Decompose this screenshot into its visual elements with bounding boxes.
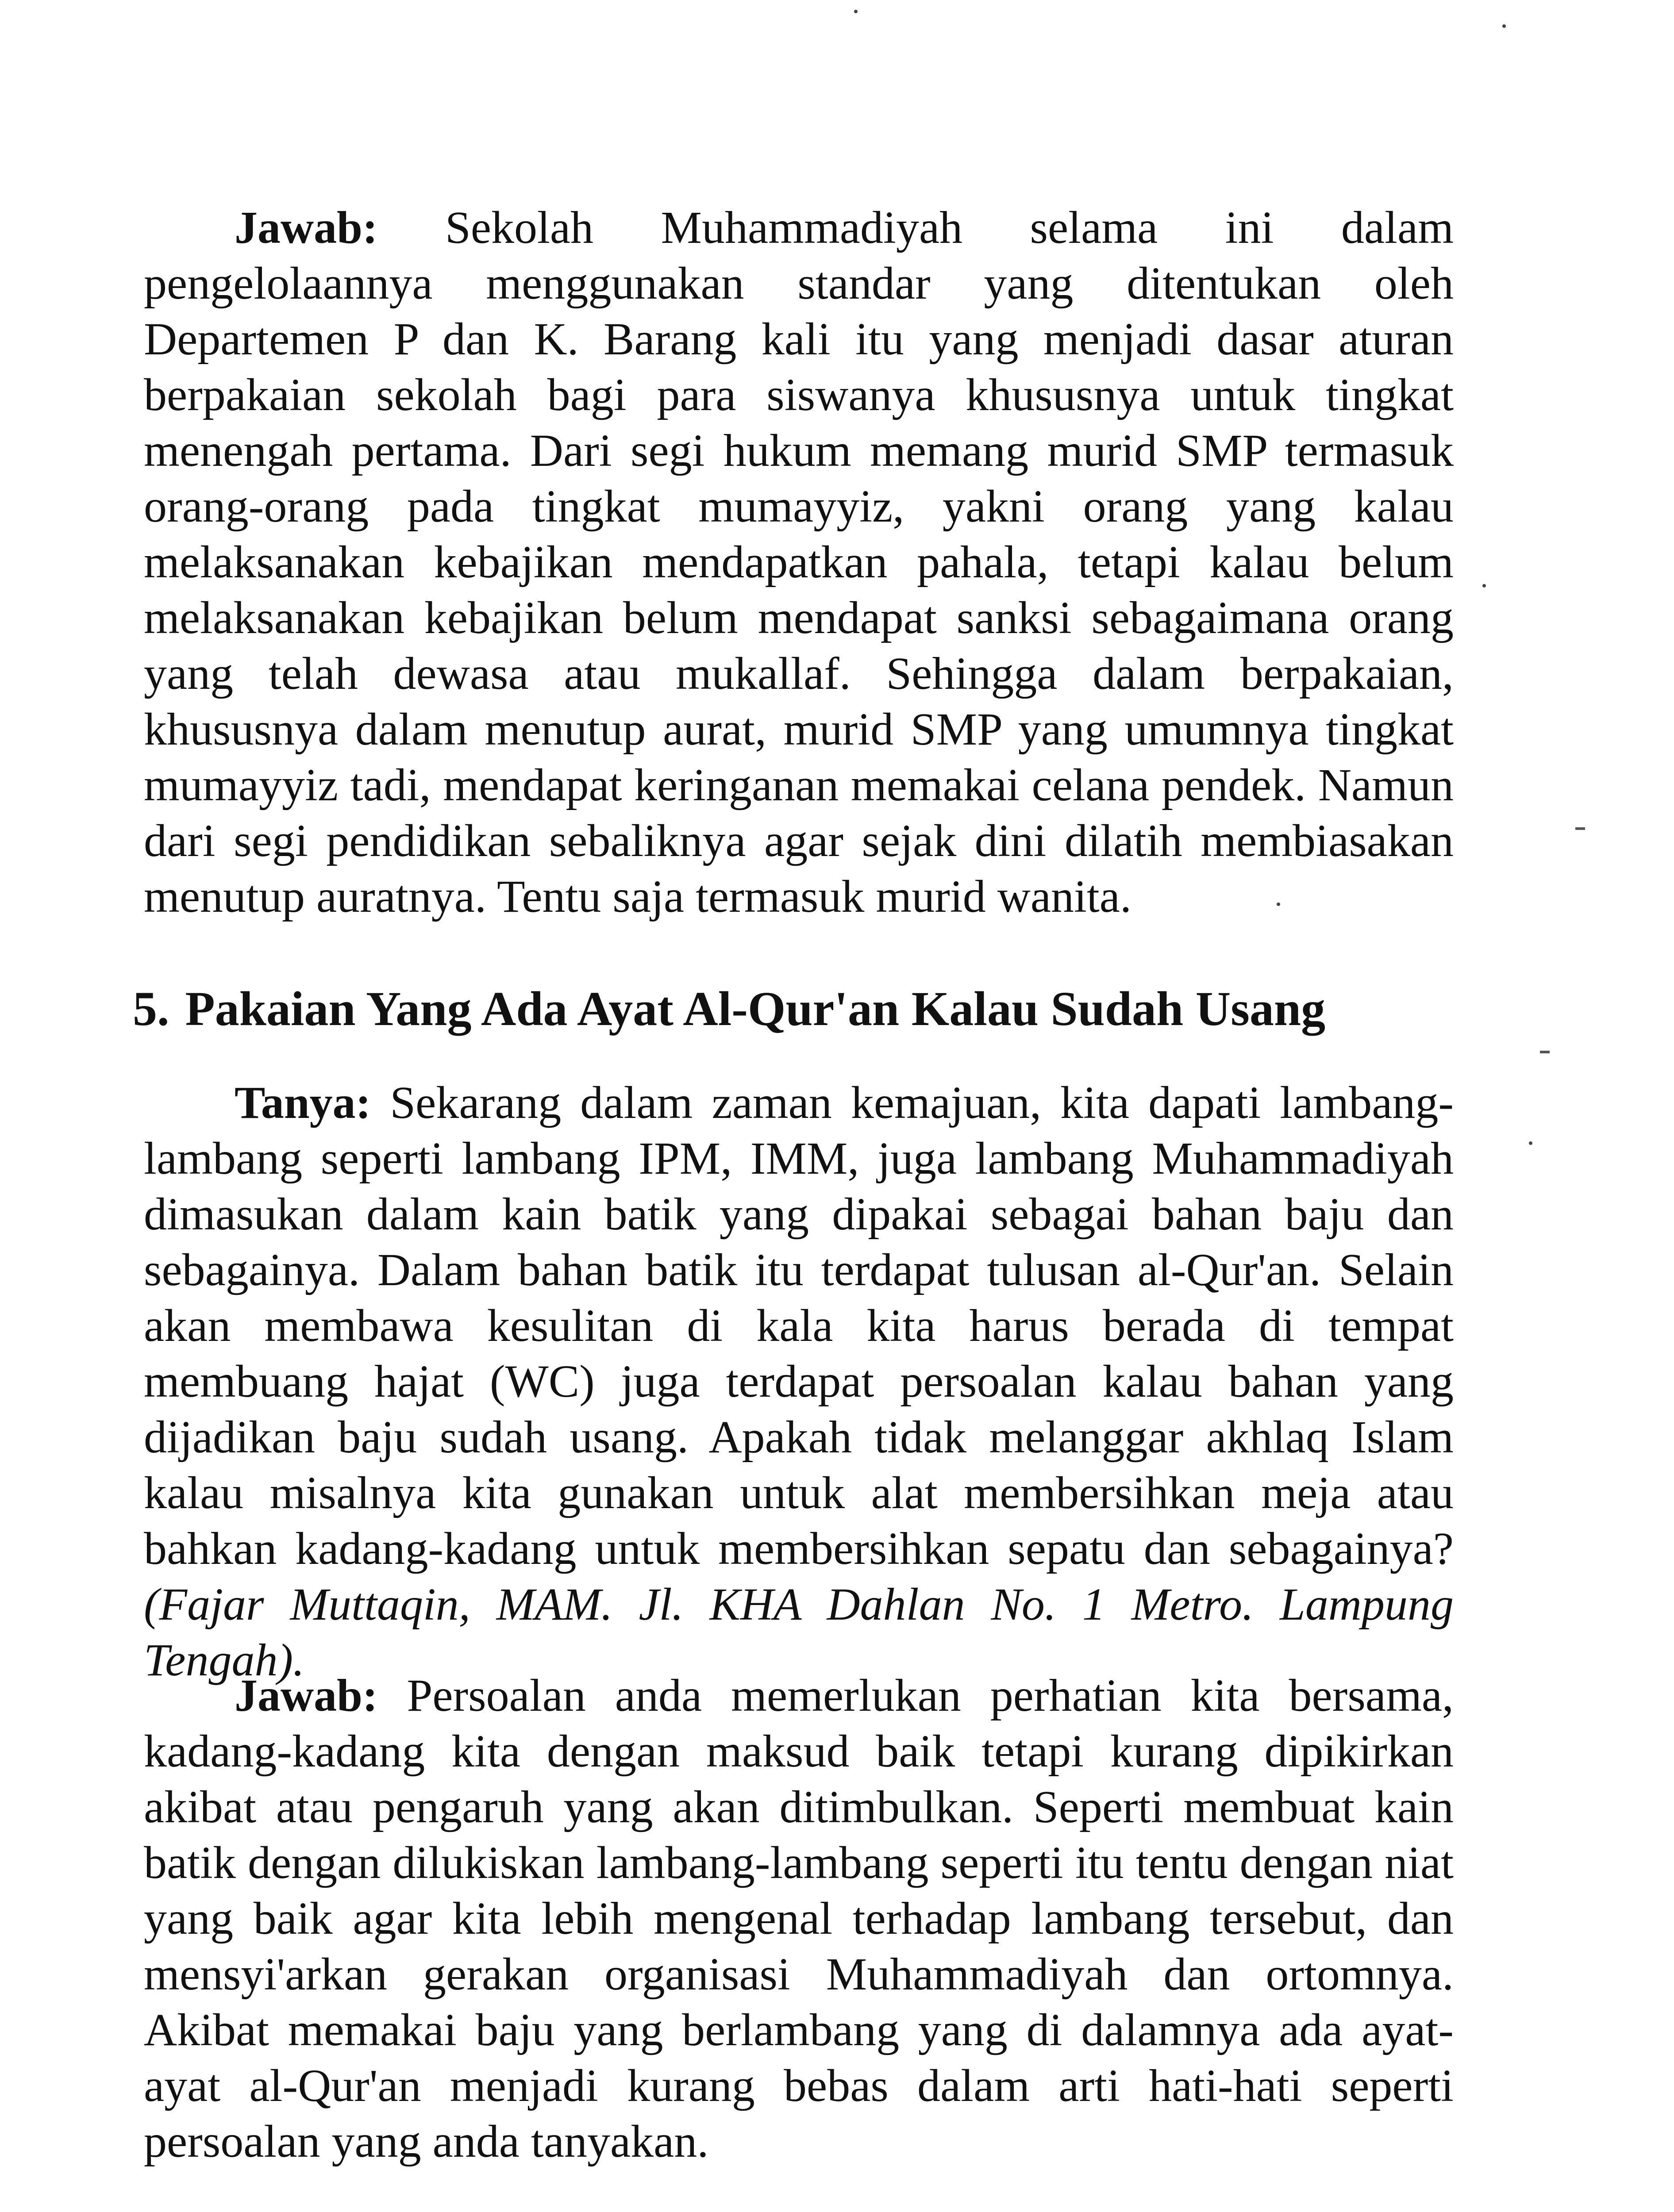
answer-body-text: Sekolah Muhammadiyah selama ini dalam pengelolaannya menggunakan standar yang ditentukan oleh Departemen P dan K. Barang kali itu yang menjadi dasar aturan berpakaian sekolah bagi para siswanya khususnya untuk tingkat menengah pertama. Dari segi hukum memang murid SMP termasuk orang-orang pada tingkat mumayyiz, yakni orang yang kalau melaksanakan kebajikan mendapatkan pahala, tetapi kalau belum melaksanakan kebajikan belum mendapat sanksi sebagaimana orang yang telah dewasa atau mukallaf. Sehingga dalam berpakaian, khususnya dalam menutup aurat, murid SMP yang umumnya tingkat mumayyiz tadi, mendapat keringanan memakai celana pendek. Namun dari segi pendidikan sebaliknya agar sejak dini dilatih membiasakan menutup auratnya. Tentu saja termasuk murid wanita. [144,202,1454,922]
answer-lead-label: Jawab: [235,202,378,253]
scan-speck [1277,902,1280,906]
answer-paragraph-1 [144,200,1454,925]
question-lead-label: Tanya: [235,1077,371,1128]
answer-2-lead-label: Jawab: [235,1670,378,1721]
section-title: Pakaian Yang Ada Ayat Al-Qur'an Kalau Sudah Usang [185,982,1326,1036]
scan-mark [1575,827,1585,830]
answer-paragraph-2 [144,1668,1454,2170]
scan-speck [1529,1141,1532,1145]
section-number: 5. [133,982,169,1036]
question-paragraph [144,1075,1454,1688]
question-body-text: Sekarang dalam zaman kemajuan, kita dapati lambang-lambang seperti lambang IPM, IMM, juga lambang Muhammadiyah dimasukan dalam kain batik yang dipakai sebagai bahan baju dan sebagainya. Dalam bahan batik itu terdapat tulusan al-Qur'an. Selain akan membawa kesulitan di kala kita harus berada di tempat membuang hajat (WC) juga terdapat persoalan kalau bahan yang dijadikan baju sudah usang. Apakah tidak melanggar akhlaq Islam kalau misalnya kita gunakan untuk alat membersihkan meja atau bahkan kadang-kadang untuk membersihkan sepatu dan sebagainya? [144,1077,1454,1574]
scan-speck [1502,24,1506,28]
scan-speck [1482,584,1486,588]
scan-speck [854,10,858,13]
answer-2-body-text: Persoalan anda memerlukan perhatian kita bersama, kadang-kadang kita dengan maksud baik tetapi kurang dipikirkan akibat atau pengaruh yang akan ditimbulkan. Seperti membuat kain batik dengan dilukiskan lambang-lambang seperti itu tentu dengan niat yang baik agar kita lebih mengenal terhadap lambang tersebut, dan mensyi'arkan gerakan organisasi Muhammadiyah dan ortomnya. Akibat memakai baju yang berlambang yang di dalamnya ada ayat-ayat al-Qur'an menjadi kurang bebas dalam arti hati-hati seperti persoalan yang anda tanyakan. [144,1670,1454,2167]
section-heading [133,980,1460,1037]
scan-mark [1540,1051,1550,1053]
question-citation: (Fajar Muttaqin, MAM. Jl. KHA Dahlan No. 1 Metro. Lampung Tengah). [144,1579,1454,1686]
